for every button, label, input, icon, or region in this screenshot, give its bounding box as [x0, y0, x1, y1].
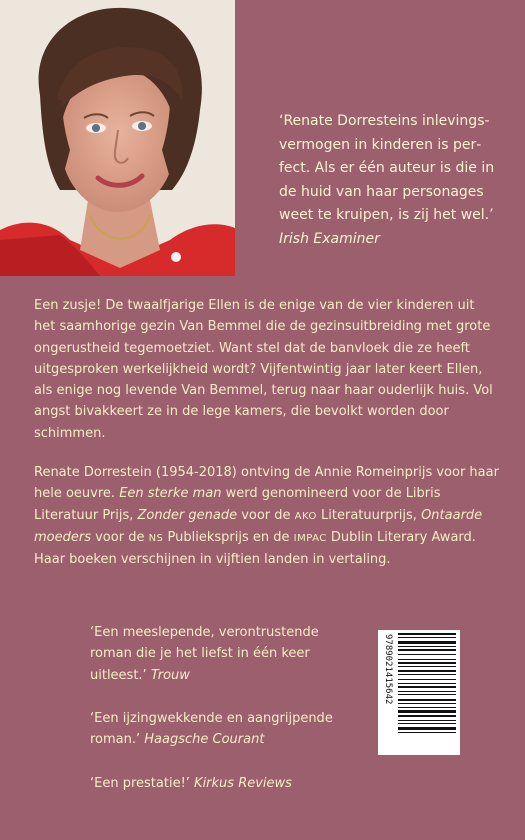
barcode-bar	[398, 654, 456, 655]
barcode-bar	[398, 649, 456, 651]
barcode-bar	[398, 641, 456, 644]
blurb-paragraph: Een zusje! De twaalfjarige Ellen is de enige van de vier kinderen uit het saamhorige gezin Van Bemmel die de gezinsuitbreiding met grote ongerustheid tegemoetziet. Want stel dat de banvloek die ze heeft uitgesproken werkelijkheid wordt? Vijfentwintig jaar later keert Ellen, als enige nog levende Van Bemmel, terug naar haar ouderlijk huis. Vol angst bivakkeert ze in de lege kamers, die bevolkt worden door schimmen.	[34, 298, 493, 441]
barcode-bar	[398, 670, 456, 672]
barcode-bar	[398, 723, 456, 724]
review-quote-source: Trouw	[150, 667, 190, 683]
bio-book-title-1: Een sterke man	[119, 486, 222, 502]
bio-text-2: werd genomineerd voor de Libris Literatuur Prijs,	[34, 486, 441, 523]
barcode-bar	[398, 646, 456, 647]
bio-text-5: voor de	[90, 529, 149, 545]
barcode-bar	[398, 703, 456, 704]
barcode-bar	[398, 659, 456, 660]
barcode-bar	[398, 679, 456, 680]
review-quote	[90, 708, 360, 751]
bio-book-title-2: Zonder genade	[137, 507, 238, 523]
bio-text-6: Publieksprijs en de	[163, 529, 294, 545]
barcode-bar	[398, 633, 456, 635]
barcode-bar	[398, 637, 456, 638]
bio-text-1: Renate Dorrestein (1954-2018) ontving de Annie Romeinprijs voor haar hele oeuvre.	[34, 465, 499, 502]
bio-text-4: Literatuurprijs,	[316, 507, 422, 523]
barcode-bar	[398, 727, 456, 730]
barcode-bar	[398, 683, 456, 684]
barcode-digits: 9789021415642	[383, 634, 393, 705]
author-portrait-illustration	[0, 0, 235, 276]
author-photo	[0, 0, 235, 276]
barcode-bar	[398, 691, 456, 692]
review-quote-source: Kirkus Reviews	[194, 776, 292, 791]
barcode-graphic	[378, 630, 460, 755]
barcode-bar	[398, 707, 456, 708]
review-quote-source: Haagsche Courant	[144, 732, 265, 748]
review-quote	[90, 622, 360, 686]
barcode-bar	[398, 662, 456, 664]
review-quote	[90, 773, 360, 794]
bio-award-impac: IMPAC	[293, 532, 327, 544]
barcode-bar	[398, 666, 456, 667]
bio-book-title-3: Ontaarde moeders	[34, 507, 483, 545]
barcode-bar	[398, 710, 456, 713]
bio-text-7: Dublin Literary Award. Haar boeken verschijnen in vijftien landen in vertaling.	[34, 529, 476, 568]
top-review-quote	[279, 110, 504, 251]
bio-text-3: voor de	[237, 507, 295, 523]
barcode-bar	[398, 694, 456, 695]
review-quote-text: ‘Een prestatie!’	[90, 776, 195, 791]
review-quote-text: ‘Een ijzingwekkende en aangrijpende roman.’	[90, 711, 333, 748]
barcode-bar	[398, 732, 456, 733]
isbn-barcode	[378, 630, 460, 755]
barcode-bar	[398, 686, 456, 688]
barcode-bar	[398, 674, 456, 675]
top-quote-text: ‘Renate Dorresteins inlevingsvermogen in kinderen is perfect. Als er één auteur is die in de huid van haar personages weet te kruipen, is zij het wel.’	[279, 113, 495, 223]
bio-award-ns: NS	[148, 532, 164, 544]
barcode-bar	[398, 720, 456, 721]
author-bio	[34, 462, 504, 570]
bio-award-ako: AKO	[294, 510, 317, 522]
barcode-bar	[398, 715, 456, 717]
top-quote-source: Irish Examiner	[279, 230, 380, 247]
review-quote-text: ‘Een meeslepende, verontrustende roman die je het liefst in één keer uitleest.’	[90, 625, 319, 683]
book-blurb	[34, 295, 494, 444]
barcode-bar	[398, 699, 456, 701]
